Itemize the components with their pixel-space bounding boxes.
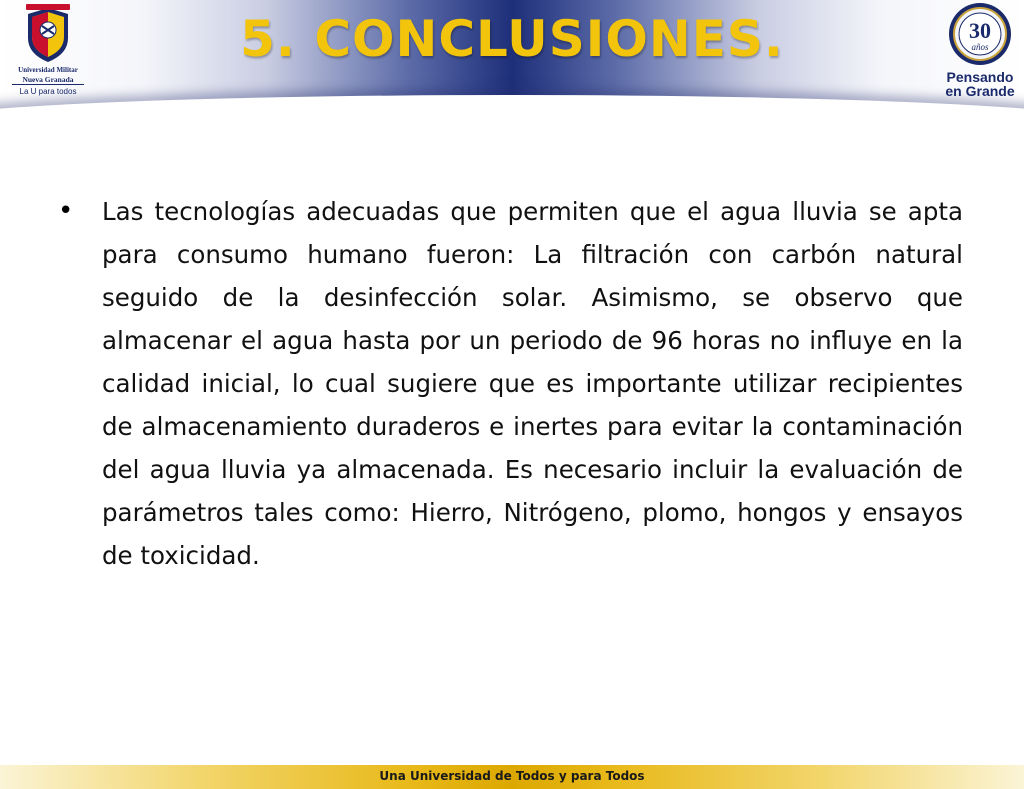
slide-footer [0, 765, 1024, 789]
slogan-line2: en Grande [945, 83, 1015, 99]
university-crest-icon [24, 4, 72, 64]
bullet-glyph: • [58, 196, 74, 226]
logo-name-line2: Nueva Granada [12, 75, 84, 85]
seal-word: años [971, 42, 989, 52]
header-arc-divider [0, 95, 1024, 120]
bullet-item [58, 190, 963, 577]
anniversary-logo [940, 2, 1020, 100]
slogan-line1: Pensando [946, 69, 1014, 85]
footer-text: Una Universidad de Todos y para Todos [379, 769, 645, 783]
logo-tagline: La U para todos [19, 87, 77, 96]
university-logo [12, 4, 84, 102]
30-anos-seal-icon [948, 2, 1012, 66]
slide-title: 5. CONCLUSIONES. [240, 10, 784, 68]
logo-name-line1: Universidad Militar [18, 66, 78, 74]
slide-body [58, 190, 963, 577]
seal-number: 30 [969, 18, 991, 43]
slogan [940, 70, 1020, 98]
bullet-text: Las tecnologías adecuadas que permiten que el agua lluvia se apta para consumo humano fueron: La filtración con carbón natural seguido de la desinfección solar. Asimismo, se observo que almacenar el agua hasta por un periodo de 96 horas no influye en la calidad inicial, lo cual sugiere que es importante utilizar recipientes de almacenamiento duraderos e inertes para evitar la contaminación del agua lluvia ya almacenada. Es necesario incluir la evaluación de parámetros tales como: Hierro, Nitrógeno, plomo, hongos y ensayos de toxicidad. [102, 197, 963, 570]
